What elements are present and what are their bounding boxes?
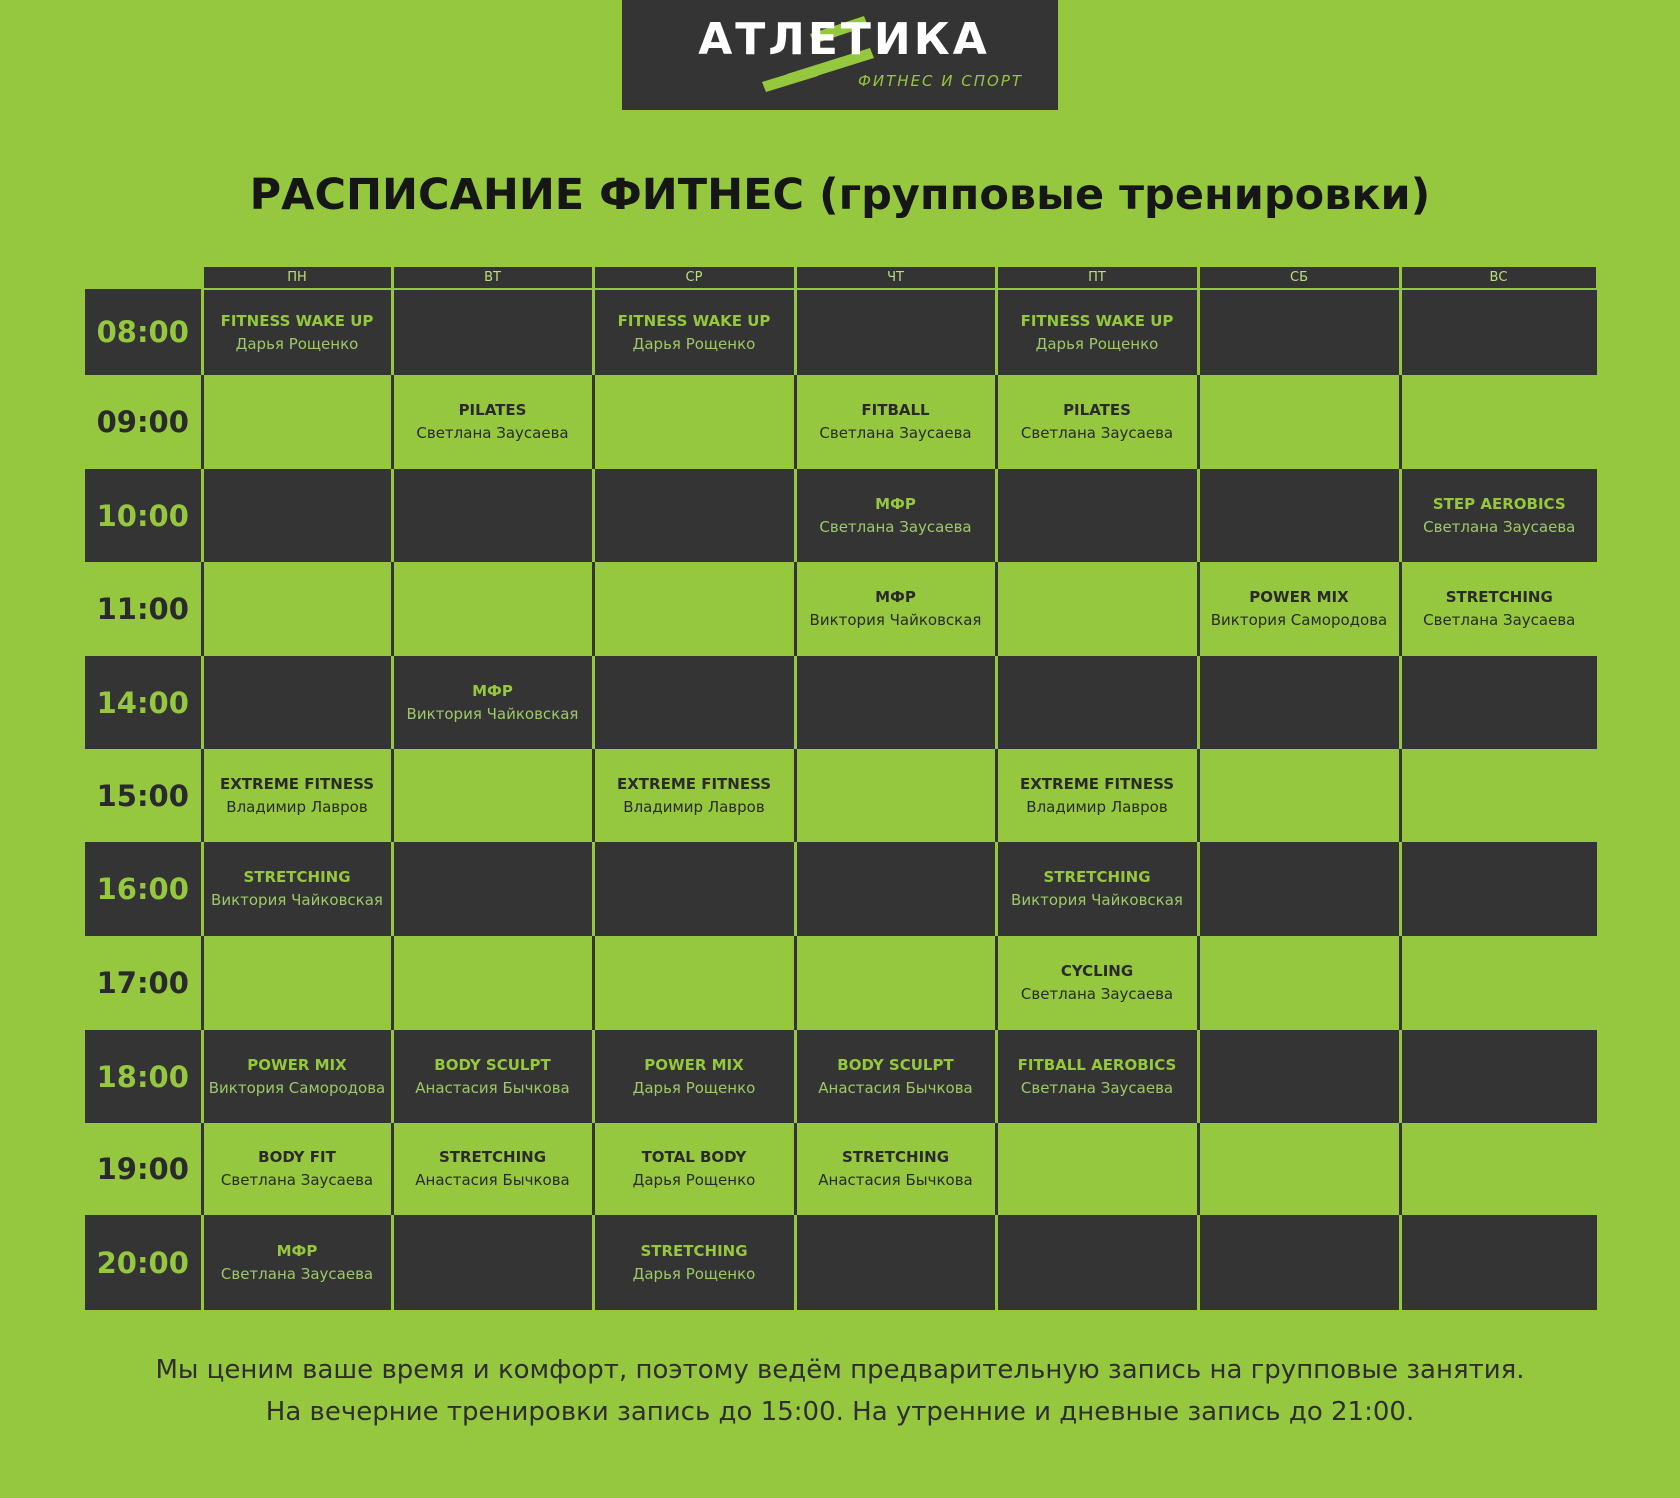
- coach-name: Дарья Рощенко: [632, 1264, 756, 1283]
- coach-name: Дарья Рощенко: [235, 334, 359, 353]
- empty-cell: [1400, 375, 1597, 469]
- time-label: 20:00: [85, 1215, 202, 1310]
- time-label: 18:00: [85, 1030, 202, 1123]
- empty-cell: [593, 562, 795, 656]
- empty-cell: [1198, 469, 1400, 562]
- empty-cell: [202, 656, 392, 749]
- empty-cell: [996, 562, 1198, 656]
- empty-cell: [1400, 1030, 1597, 1123]
- empty-cell: [795, 656, 996, 749]
- time-slot-row: [85, 1030, 1597, 1123]
- class-name: EXTREME FITNESS: [616, 774, 772, 793]
- empty-cell: [593, 375, 795, 469]
- class-name: FITNESS WAKE UP: [1020, 311, 1174, 330]
- class-cell: [202, 749, 392, 842]
- empty-cell: [795, 749, 996, 842]
- class-cell: [795, 469, 996, 562]
- day-header-6: ВС: [1400, 267, 1597, 289]
- coach-name: Светлана Заусаева: [1020, 1078, 1174, 1097]
- class-name: МФР: [276, 1241, 318, 1260]
- empty-cell: [1198, 1215, 1400, 1310]
- class-name: STRETCHING: [1445, 588, 1553, 606]
- coach-name: Дарья Рощенко: [1035, 334, 1159, 353]
- time-label: 11:00: [85, 562, 202, 656]
- empty-cell: [593, 469, 795, 562]
- empty-cell: [1198, 936, 1400, 1030]
- class-cell: [593, 749, 795, 842]
- footer-note-1: Мы ценим ваше время и комфорт, поэтому ведём предварительную запись на групповые занятия.: [155, 1355, 1525, 1385]
- empty-cell: [392, 562, 593, 656]
- class-cell: [593, 1030, 795, 1123]
- class-cell: [1400, 469, 1597, 562]
- time-slot-row: [85, 749, 1597, 842]
- empty-cell: [1400, 656, 1597, 749]
- class-name: МФР: [472, 681, 513, 700]
- class-name: STRETCHING: [243, 868, 351, 886]
- class-name: BODY FIT: [258, 1148, 336, 1166]
- class-cell: [996, 936, 1198, 1030]
- class-name: МФР: [875, 588, 916, 606]
- class-name: FITNESS WAKE UP: [220, 311, 374, 330]
- class-cell: [202, 842, 392, 936]
- empty-cell: [1400, 936, 1597, 1030]
- class-cell: [996, 289, 1198, 375]
- empty-cell: [392, 1215, 593, 1310]
- empty-cell: [795, 1215, 996, 1310]
- coach-name: Светлана Заусаева: [1423, 611, 1576, 629]
- time-label: 10:00: [85, 469, 202, 562]
- empty-cell: [1400, 289, 1597, 375]
- empty-cell: [996, 1215, 1198, 1310]
- class-cell: [392, 1123, 593, 1215]
- coach-name: Виктория Чайковская: [211, 891, 383, 909]
- time-slot-row: [85, 1215, 1597, 1310]
- empty-cell: [392, 469, 593, 562]
- coach-name: Виктория Чайковская: [406, 704, 579, 723]
- class-name: PILATES: [1063, 401, 1131, 419]
- empty-cell: [1198, 1123, 1400, 1215]
- coach-name: Светлана Заусаева: [1423, 517, 1576, 536]
- class-name: BODY SCULPT: [837, 1055, 954, 1074]
- coach-name: Анастасия Бычкова: [415, 1171, 570, 1189]
- empty-cell: [593, 656, 795, 749]
- class-name: EXTREME FITNESS: [1019, 774, 1175, 793]
- coach-name: Светлана Заусаева: [220, 1171, 374, 1189]
- coach-name: Владимир Лавров: [226, 797, 368, 816]
- time-slot-row: [85, 656, 1597, 749]
- class-name: POWER MIX: [247, 1055, 347, 1074]
- empty-cell: [1198, 289, 1400, 375]
- time-slot-row: [85, 289, 1597, 375]
- class-cell: [795, 1123, 996, 1215]
- empty-cell: [1198, 749, 1400, 842]
- empty-cell: [202, 469, 392, 562]
- time-label: 09:00: [85, 375, 202, 469]
- class-cell: [202, 1215, 392, 1310]
- time-label: 17:00: [85, 936, 202, 1030]
- class-name: STRETCHING: [640, 1241, 748, 1260]
- empty-cell: [996, 469, 1198, 562]
- class-cell: [593, 1123, 795, 1215]
- coach-name: Светлана Заусаева: [416, 424, 569, 442]
- coach-name: Светлана Заусаева: [220, 1264, 374, 1283]
- empty-cell: [202, 375, 392, 469]
- empty-cell: [795, 289, 996, 375]
- logo: [622, 0, 1058, 110]
- empty-cell: [1400, 842, 1597, 936]
- class-name: STEP AEROBICS: [1432, 494, 1566, 513]
- class-cell: [392, 1030, 593, 1123]
- class-name: МФР: [875, 494, 916, 513]
- day-header-5: СБ: [1198, 267, 1400, 289]
- coach-name: Анастасия Бычкова: [818, 1078, 973, 1097]
- day-header-3: ЧТ: [795, 267, 996, 289]
- class-cell: [795, 1030, 996, 1123]
- empty-cell: [795, 842, 996, 936]
- empty-cell: [392, 936, 593, 1030]
- empty-cell: [795, 936, 996, 1030]
- empty-cell: [1198, 1030, 1400, 1123]
- coach-name: Виктория Самородова: [1210, 611, 1388, 629]
- time-slot-row: [85, 936, 1597, 1030]
- time-label: 08:00: [85, 289, 202, 375]
- coach-name: Дарья Рощенко: [632, 1171, 756, 1189]
- class-cell: [202, 1123, 392, 1215]
- class-name: EXTREME FITNESS: [219, 774, 375, 793]
- empty-cell: [1198, 375, 1400, 469]
- coach-name: Светлана Заусаева: [1020, 985, 1174, 1003]
- time-slot-row: [85, 469, 1597, 562]
- logo-wordmark: АТЛЕТИКА: [698, 14, 990, 65]
- coach-name: Светлана Заусаева: [819, 517, 972, 536]
- empty-cell: [1400, 1123, 1597, 1215]
- day-header-row: [85, 267, 1597, 289]
- empty-cell: [996, 656, 1198, 749]
- empty-cell: [202, 936, 392, 1030]
- empty-cell: [392, 289, 593, 375]
- day-header-1: ВТ: [392, 267, 593, 289]
- empty-cell: [593, 842, 795, 936]
- empty-cell: [593, 936, 795, 1030]
- class-name: STRETCHING: [1043, 868, 1151, 886]
- coach-name: Дарья Рощенко: [632, 1078, 756, 1097]
- empty-cell: [1400, 1215, 1597, 1310]
- class-name: POWER MIX: [644, 1055, 744, 1074]
- class-cell: [996, 1030, 1198, 1123]
- time-label: 16:00: [85, 842, 202, 936]
- day-header-2: СР: [593, 267, 795, 289]
- empty-cell: [392, 749, 593, 842]
- class-cell: [593, 289, 795, 375]
- coach-name: Анастасия Бычкова: [818, 1171, 973, 1189]
- time-slot-row: [85, 1123, 1597, 1215]
- coach-name: Виктория Чайковская: [809, 611, 982, 629]
- empty-cell: [1400, 749, 1597, 842]
- empty-cell: [1198, 656, 1400, 749]
- class-cell: [1198, 562, 1400, 656]
- class-name: TOTAL BODY: [641, 1148, 747, 1166]
- coach-name: Светлана Заусаева: [819, 424, 972, 442]
- time-slot-row: [85, 375, 1597, 469]
- time-slot-row: [85, 842, 1597, 936]
- class-name: PILATES: [458, 401, 527, 419]
- class-cell: [996, 842, 1198, 936]
- coach-name: Виктория Самородова: [208, 1078, 386, 1097]
- class-name: FITBALL AEROBICS: [1017, 1055, 1177, 1074]
- coach-name: Анастасия Бычкова: [415, 1078, 570, 1097]
- time-label: 19:00: [85, 1123, 202, 1215]
- footer-note-2: На вечерние тренировки запись до 15:00. На утренние и дневные запись до 21:00.: [265, 1397, 1415, 1427]
- corner-cell: [85, 267, 202, 289]
- schedule-table: [85, 267, 1599, 1310]
- class-name: STRETCHING: [841, 1148, 950, 1166]
- coach-name: Дарья Рощенко: [632, 334, 756, 353]
- class-name: FITBALL: [861, 401, 930, 419]
- coach-name: Владимир Лавров: [1026, 797, 1168, 816]
- class-cell: [392, 375, 593, 469]
- time-label: 15:00: [85, 749, 202, 842]
- class-name: FITNESS WAKE UP: [617, 311, 771, 330]
- coach-name: Светлана Заусаева: [1020, 424, 1174, 442]
- class-cell: [202, 289, 392, 375]
- time-slot-row: [85, 562, 1597, 656]
- coach-name: Владимир Лавров: [623, 797, 765, 816]
- class-cell: [996, 375, 1198, 469]
- class-cell: [202, 1030, 392, 1123]
- empty-cell: [996, 1123, 1198, 1215]
- class-name: CYCLING: [1060, 962, 1134, 980]
- class-name: BODY SCULPT: [434, 1055, 551, 1074]
- coach-name: Виктория Чайковская: [1011, 891, 1183, 909]
- empty-cell: [202, 562, 392, 656]
- class-name: STRETCHING: [438, 1148, 547, 1166]
- logo-tagline: ФИТНЕС И СПОРТ: [858, 72, 1024, 90]
- class-cell: [392, 656, 593, 749]
- page-title: РАСПИСАНИЕ ФИТНЕС (групповые тренировки): [249, 170, 1431, 220]
- class-cell: [593, 1215, 795, 1310]
- class-cell: [996, 749, 1198, 842]
- class-name: POWER MIX: [1249, 588, 1349, 606]
- day-header-0: ПН: [202, 267, 392, 289]
- class-cell: [1400, 562, 1597, 656]
- empty-cell: [392, 842, 593, 936]
- empty-cell: [1198, 842, 1400, 936]
- time-label: 14:00: [85, 656, 202, 749]
- class-cell: [795, 562, 996, 656]
- day-header-4: ПТ: [996, 267, 1198, 289]
- class-cell: [795, 375, 996, 469]
